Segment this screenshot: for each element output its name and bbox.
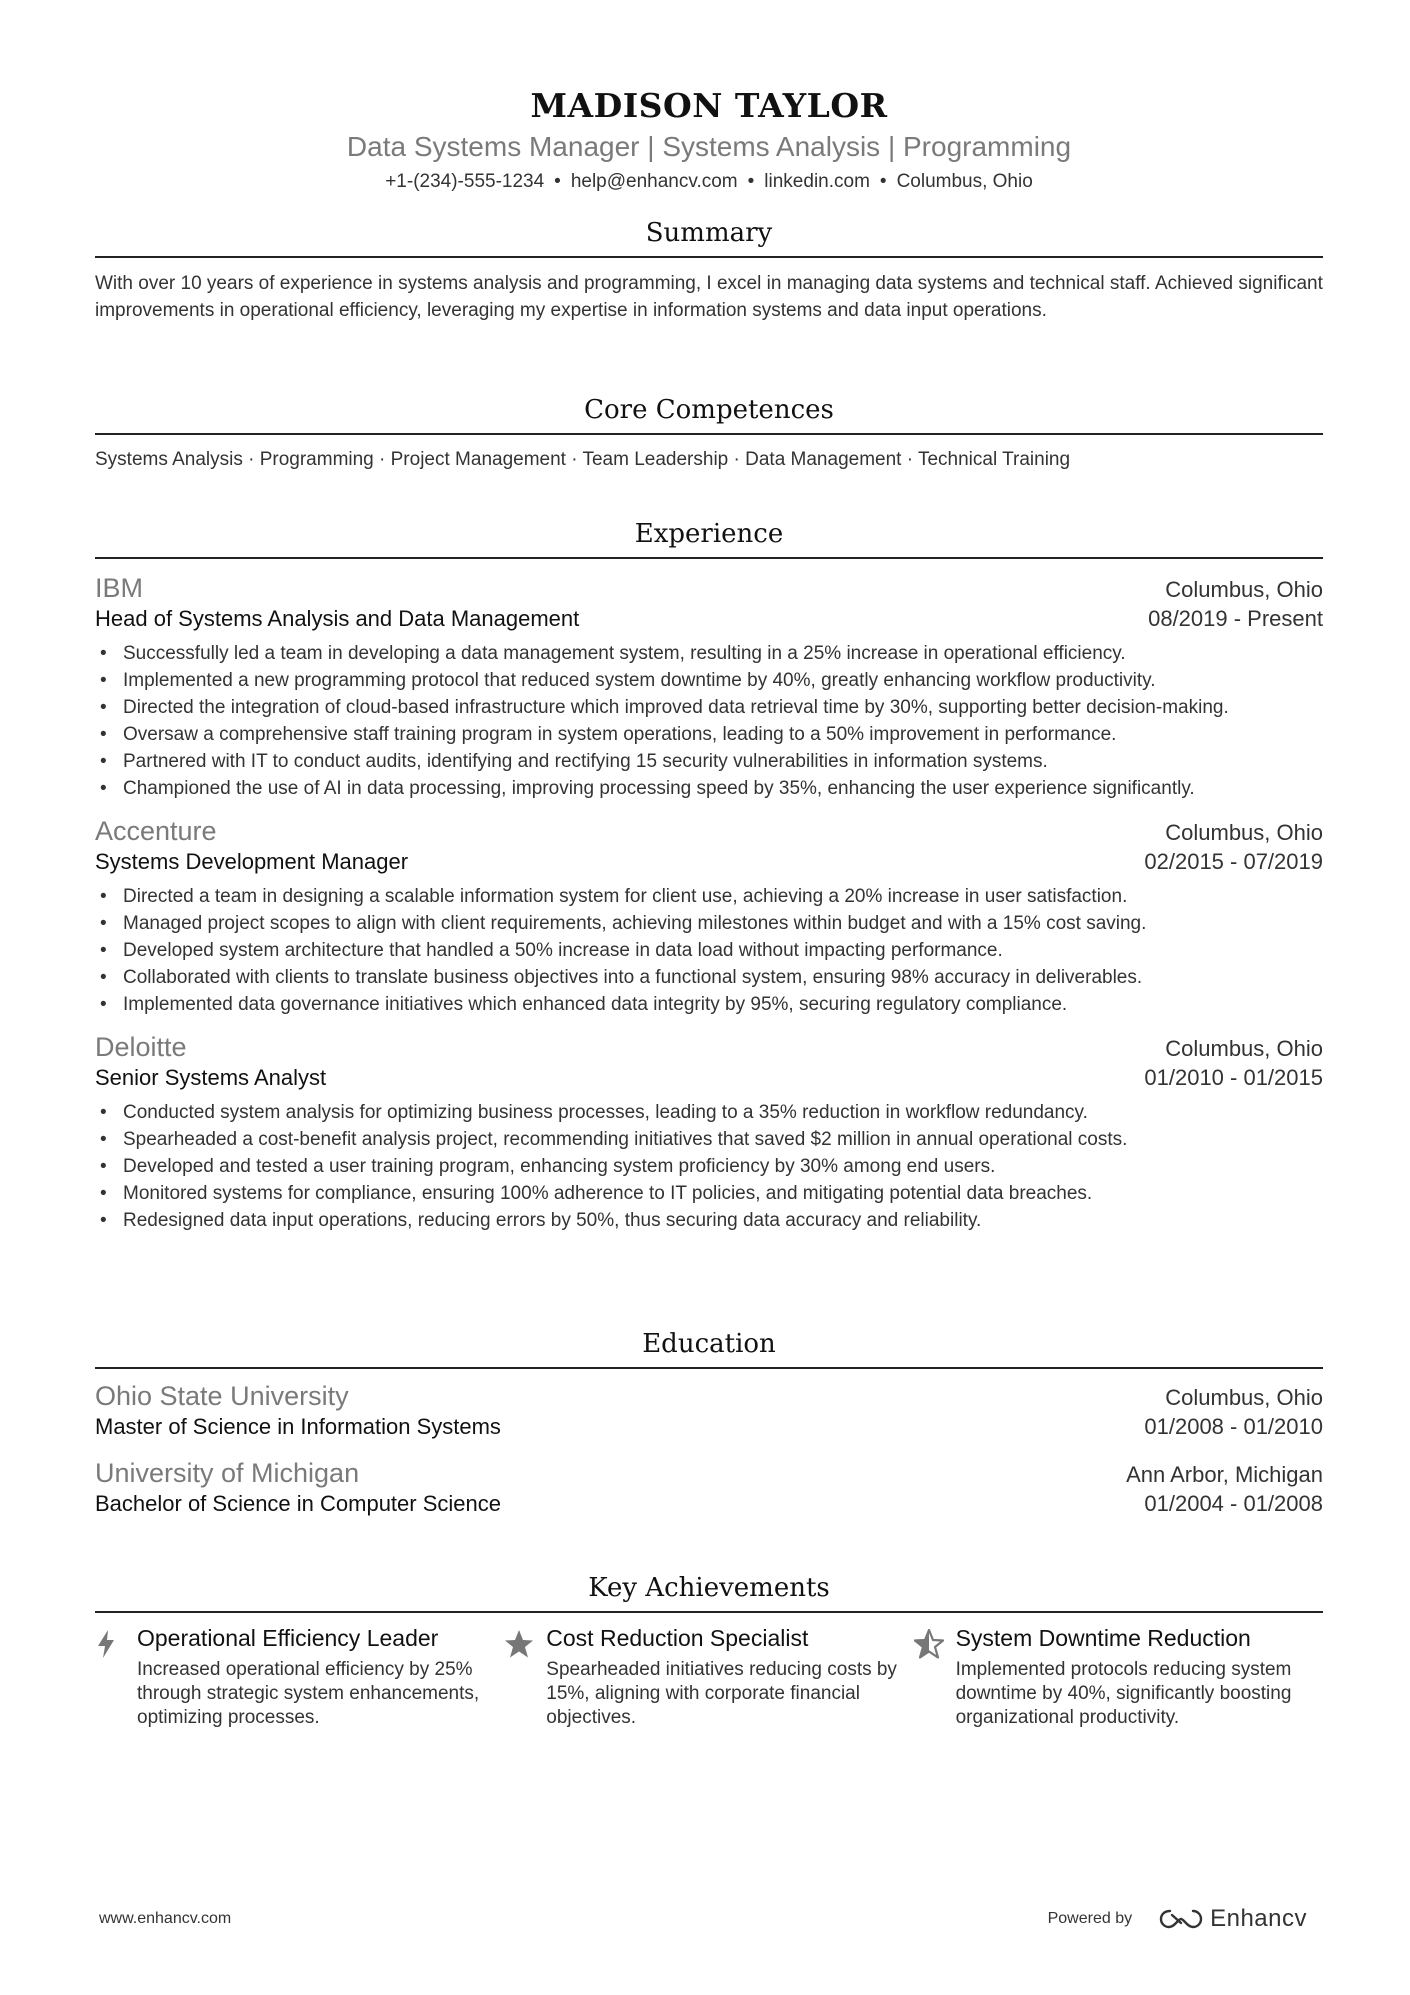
achievement-title: Operational Efficiency Leader bbox=[137, 1625, 439, 1651]
competences-text: Systems Analysis · Programming · Project Management · Team Leadership · Data Management · Technical Training bbox=[95, 449, 1071, 470]
education-school: Ohio State University bbox=[95, 1381, 349, 1411]
job-bullet: • Directed the integration of cloud-based infrastructure which improved data retrieval time by 30%, supporting better decision-making. bbox=[95, 694, 1323, 721]
education-school: University of Michigan bbox=[95, 1458, 360, 1488]
achievement-content bbox=[546, 1625, 899, 1730]
footer-url[interactable]: www.enhancv.com bbox=[99, 1910, 232, 1927]
education-entry bbox=[95, 1381, 1323, 1440]
job-bullet: • Championed the use of AI in data processing, improving processing speed by 35%, enhancing the user experience significantly. bbox=[95, 775, 1323, 802]
job-company: Deloitte bbox=[95, 1032, 187, 1062]
powered-by-label: Powered by bbox=[1047, 1910, 1133, 1927]
half-star-icon bbox=[914, 1625, 956, 1730]
job-bullet: • Spearheaded a cost-benefit analysis project, recommending initiatives that saved $2 million in annual operational costs. bbox=[95, 1126, 1323, 1153]
job-entry bbox=[95, 1032, 1323, 1234]
contact-linkedin[interactable]: linkedin.com bbox=[764, 171, 870, 192]
star-icon bbox=[504, 1625, 546, 1730]
achievements-section bbox=[95, 1573, 1323, 1730]
achievement-desc: Implemented protocols reducing system downtime by 40%, significantly boosting organizational productivity. bbox=[955, 1659, 1292, 1728]
education-degree-row bbox=[95, 1491, 1323, 1517]
job-dates: 02/2015 - 07/2019 bbox=[1144, 849, 1323, 874]
achievement-item bbox=[914, 1625, 1323, 1730]
job-dates: 08/2019 - Present bbox=[1148, 606, 1323, 631]
enhancv-logo[interactable] bbox=[1158, 1905, 1307, 1933]
experience-heading: Experience bbox=[95, 519, 1323, 559]
enhancv-logo-text: Enhancv bbox=[1210, 1905, 1307, 1932]
education-location: Columbus, Ohio bbox=[1165, 1385, 1323, 1410]
job-role-row bbox=[95, 849, 1323, 875]
education-degree-row bbox=[95, 1414, 1323, 1440]
job-bullets bbox=[95, 640, 1323, 802]
contact-location: Columbus, Ohio bbox=[896, 171, 1033, 192]
job-bullets bbox=[95, 1099, 1323, 1234]
achievement-content bbox=[137, 1625, 490, 1730]
page-footer bbox=[95, 1905, 1323, 1933]
job-bullet: • Developed system architecture that handled a 50% increase in data load without impacting performance. bbox=[95, 937, 1323, 964]
job-header-row bbox=[95, 573, 1323, 604]
job-entry bbox=[95, 573, 1323, 802]
job-bullet: • Implemented data governance initiatives which enhanced data integrity by 95%, securing regulatory compliance. bbox=[95, 991, 1323, 1018]
education-entry bbox=[95, 1458, 1323, 1517]
job-location: Columbus, Ohio bbox=[1165, 577, 1323, 602]
job-bullet: • Oversaw a comprehensive staff training program in system operations, leading to a 50% improvement in performance. bbox=[95, 721, 1323, 748]
job-bullet: • Implemented a new programming protocol that reduced system downtime by 40%, greatly enhancing workflow productivity. bbox=[95, 667, 1323, 694]
resume-page bbox=[95, 0, 1323, 1995]
summary-heading: Summary bbox=[95, 218, 1323, 258]
enhancv-logo-icon bbox=[1158, 1907, 1204, 1931]
achievement-item bbox=[504, 1625, 913, 1730]
achievements-heading: Key Achievements bbox=[95, 1573, 1323, 1613]
education-degree: Master of Science in Information Systems bbox=[95, 1414, 501, 1439]
job-bullet: • Partnered with IT to conduct audits, identifying and rectifying 15 security vulnerabilities in information systems. bbox=[95, 748, 1323, 775]
job-header-row bbox=[95, 1032, 1323, 1063]
job-header-row bbox=[95, 816, 1323, 847]
education-location: Ann Arbor, Michigan bbox=[1126, 1462, 1323, 1487]
summary-text: With over 10 years of experience in systems analysis and programming, I excel in managing data systems and technical staff. Achieved significant improvements in operational efficiency, leveraging my expertise in information systems and data input operations. bbox=[95, 273, 1323, 321]
achievements-grid bbox=[95, 1625, 1323, 1730]
achievement-title: System Downtime Reduction bbox=[955, 1625, 1251, 1651]
job-bullet: • Monitored systems for compliance, ensuring 100% adherence to IT policies, and mitigating potential data breaches. bbox=[95, 1180, 1323, 1207]
education-dates: 01/2008 - 01/2010 bbox=[1144, 1414, 1323, 1439]
job-bullet: • Conducted system analysis for optimizing business processes, leading to a 35% reduction in workflow redundancy. bbox=[95, 1099, 1323, 1126]
education-dates: 01/2004 - 01/2008 bbox=[1144, 1491, 1323, 1516]
contact-phone: +1-(234)-555-1234 bbox=[385, 171, 545, 192]
job-location: Columbus, Ohio bbox=[1165, 1036, 1323, 1061]
separator-dot: • bbox=[747, 171, 755, 192]
job-bullet: • Developed and tested a user training program, enhancing system proficiency by 30% among end users. bbox=[95, 1153, 1323, 1180]
achievement-title: Cost Reduction Specialist bbox=[546, 1625, 809, 1651]
competences-section bbox=[95, 395, 1323, 471]
job-bullet: • Managed project scopes to align with client requirements, achieving milestones within budget and with a 15% cost saving. bbox=[95, 910, 1323, 937]
achievement-content bbox=[956, 1625, 1309, 1730]
job-entry bbox=[95, 816, 1323, 1018]
education-header-row bbox=[95, 1458, 1323, 1489]
competences-heading: Core Competences bbox=[95, 395, 1323, 435]
achievement-desc: Increased operational efficiency by 25% through strategic system enhancements, optimizing processes. bbox=[137, 1659, 480, 1728]
job-location: Columbus, Ohio bbox=[1165, 820, 1323, 845]
powered-by bbox=[1048, 1905, 1323, 1933]
resume-header bbox=[95, 0, 1323, 193]
education-header-row bbox=[95, 1381, 1323, 1412]
candidate-title: Data Systems Manager | Systems Analysis | Programming bbox=[346, 131, 1072, 162]
job-company: IBM bbox=[95, 573, 144, 603]
lightning-bolt-icon bbox=[95, 1625, 137, 1730]
job-role: Senior Systems Analyst bbox=[95, 1065, 327, 1090]
education-degree: Bachelor of Science in Computer Science bbox=[95, 1491, 501, 1516]
job-bullet: • Directed a team in designing a scalable information system for client use, achieving a 20% increase in user satisfaction. bbox=[95, 883, 1323, 910]
separator-dot: • bbox=[554, 171, 561, 192]
job-bullets bbox=[95, 883, 1323, 1018]
job-bullet: • Successfully led a team in developing a data management system, resulting in a 25% increase in operational efficiency. bbox=[95, 640, 1323, 667]
job-role-row bbox=[95, 606, 1323, 632]
achievement-desc: Spearheaded initiatives reducing costs by 15%, aligning with corporate financial objectives. bbox=[546, 1659, 897, 1728]
job-role: Systems Development Manager bbox=[95, 849, 409, 874]
achievement-item bbox=[95, 1625, 504, 1730]
job-bullet: • Redesigned data input operations, reducing errors by 50%, thus securing data accuracy and reliability. bbox=[95, 1207, 1323, 1234]
contact-line bbox=[95, 171, 1323, 193]
job-role: Head of Systems Analysis and Data Management bbox=[95, 606, 580, 631]
job-company: Accenture bbox=[95, 816, 217, 846]
experience-section bbox=[95, 519, 1323, 1234]
contact-email[interactable]: help@enhancv.com bbox=[570, 171, 738, 192]
education-heading: Education bbox=[95, 1329, 1323, 1369]
candidate-name: MADISON TAYLOR bbox=[530, 86, 888, 125]
job-bullet: • Collaborated with clients to translate business objectives into a functional system, ensuring 98% accuracy in deliverables. bbox=[95, 964, 1323, 991]
separator-dot: • bbox=[879, 171, 887, 192]
job-dates: 01/2010 - 01/2015 bbox=[1144, 1065, 1323, 1090]
summary-section bbox=[95, 218, 1323, 324]
job-role-row bbox=[95, 1065, 1323, 1091]
education-section bbox=[95, 1329, 1323, 1517]
